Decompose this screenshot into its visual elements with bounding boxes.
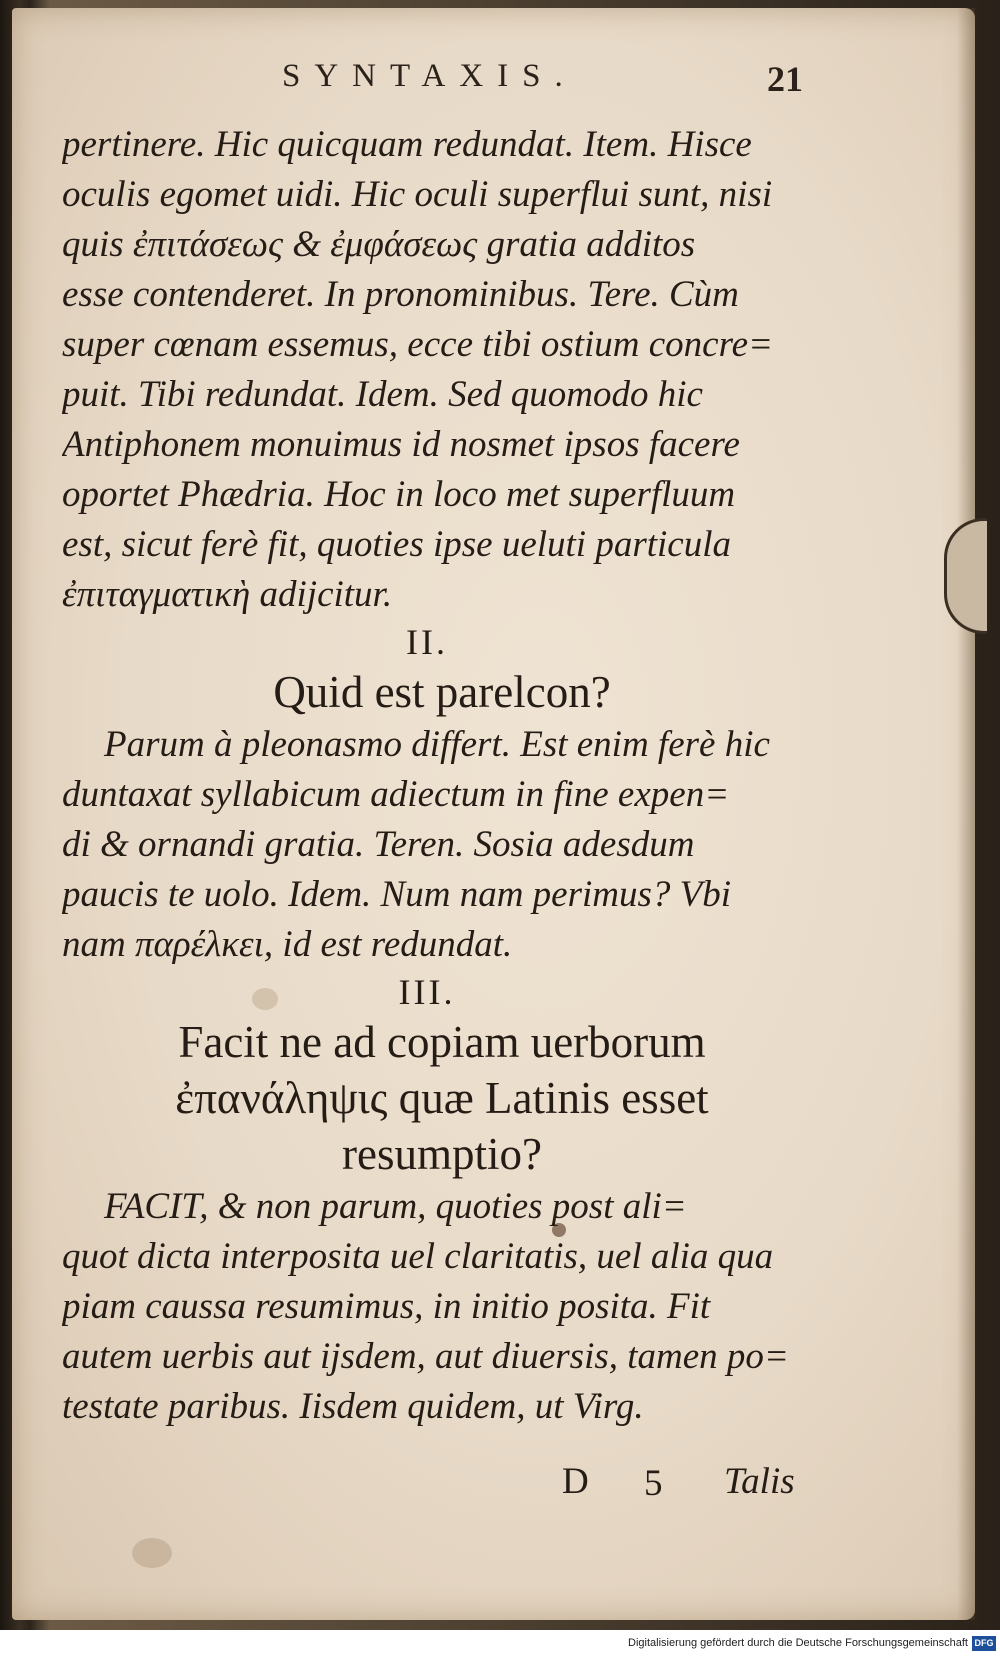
section-question: ἐπανάληψις quæ Latinis esset [175,1073,709,1123]
digitization-footer [0,1630,1000,1659]
text-line: super cœnam essemus, ecce tibi ostium concre= [62,324,774,365]
text-line: esse contenderet. In pronominibus. Tere. Cùm [62,274,739,315]
text-line: est, sicut ferè fit, quoties ipse ueluti particula [62,524,731,565]
text-line: Antiphonem monuimus id nosmet ipsos facere [62,424,740,465]
section-question: resumptio? [342,1129,542,1179]
foxing-spot [132,1538,172,1568]
text-line: quis ἐπιτάσεως & ἐμφάσεως gratia additos [62,224,696,265]
signature-number: 5 [644,1463,663,1504]
text-line: puit. Tibi redundat. Idem. Sed quomodo hic [62,374,703,415]
text-block [62,120,822,1432]
text-line: FACIT, & non parum, quoties post ali= [104,1186,687,1227]
text-line: paucis te uolo. Idem. Num nam perimus? Vbi [62,874,732,915]
text-line: quot dicta interposita uel claritatis, uel alia qua [62,1236,774,1277]
catchword: Talis [724,1461,795,1502]
text-line: ἐπιταγματικὴ adijcitur. [62,574,393,615]
section-question: Quid est parelcon? [273,667,611,717]
running-title: SYNTAXIS. [282,58,577,94]
text-line: Parum à pleonasmo differt. Est enim ferè hic [104,724,770,765]
page-number: 21 [767,59,803,99]
running-head [12,58,975,98]
text-line: di & ornandi gratia. Teren. Sosia adesdum [62,824,695,865]
section-question: Facit ne ad copiam uerborum [178,1017,706,1067]
text-line: testate paribus. Iisdem quidem, ut Virg. [62,1386,644,1427]
book-clasp [944,518,987,634]
page-edge-shadow [957,8,975,1620]
section-numeral: III. [398,972,456,1012]
text-line: oportet Phædria. Hoc in loco met superfluum [62,474,736,515]
text-line: duntaxat syllabicum adiectum in fine expen= [62,774,730,815]
funding-credit: Digitalisierung gefördert durch die Deutsche Forschungsgemeinschaft [628,1637,968,1649]
text-line: pertinere. Hic quicquam redundat. Item. Hisce [62,124,752,165]
text-line: nam παρέλκει, id est redundat. [62,924,513,965]
dfg-logo: DFG [972,1636,996,1651]
text-line: piam caussa resumimus, in initio posita. Fit [62,1286,711,1327]
section-numeral: II. [406,622,448,662]
text-line: oculis egomet uidi. Hic oculi superflui sunt, nisi [62,174,773,215]
text-line: autem uerbis aut ijsdem, aut diuersis, tamen po= [62,1336,789,1377]
book-page [12,8,975,1620]
signature-mark: D [562,1461,589,1502]
